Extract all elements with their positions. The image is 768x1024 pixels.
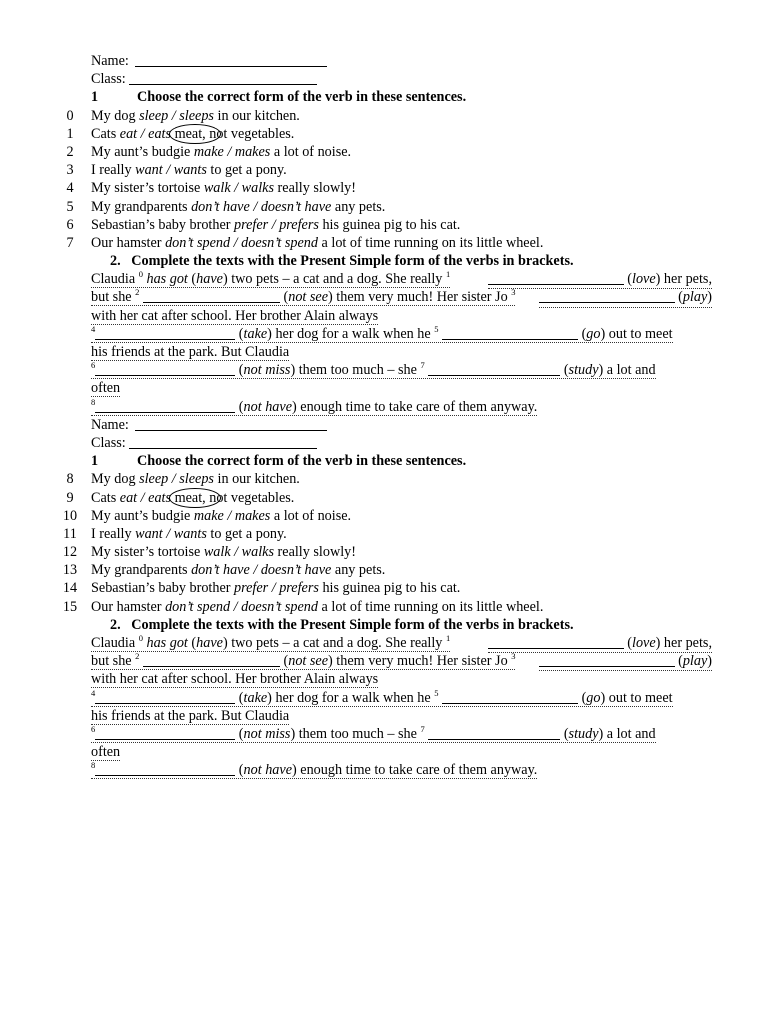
text-segment: often (91, 744, 121, 761)
verb-choice[interactable]: sleep / sleeps (139, 471, 214, 488)
verb-choice[interactable]: sleep / sleeps (139, 107, 214, 124)
exercise-2-number: 2. (110, 253, 121, 270)
sentence-item (0, 579, 768, 597)
example-answer: has got (146, 271, 188, 288)
sentence-item (0, 216, 768, 234)
verb-hint: take (243, 325, 268, 342)
sentence-item (0, 507, 768, 525)
text-segment: ) her dog for a walk when he (267, 325, 435, 342)
example-answer: has got (146, 635, 188, 651)
text-line-4: $^4$ (take) her dog for a walk when he $^5$ (go) out to meet (91, 323, 673, 342)
sentence-end: a lot of noise. (270, 507, 352, 524)
class-field[interactable] (129, 436, 317, 449)
text-segment: ) her pets, (655, 635, 712, 651)
sentence-end: any pets. (331, 562, 386, 579)
verb-choice[interactable]: don’t spend / doesn’t spend (165, 234, 318, 251)
verb-choice[interactable]: don’t have / doesn’t have (191, 198, 332, 215)
text-line-7 (0, 743, 768, 761)
answer-blank-3[interactable] (539, 290, 675, 303)
sentence-item (0, 161, 768, 179)
gap-number: 3 (511, 651, 516, 662)
answer-blank-3[interactable] (539, 654, 675, 667)
sentence-item (0, 525, 768, 543)
exercise-2-title: Complete the texts with the Present Simple form of the verbs in brackets. (131, 253, 574, 270)
sentence-number: 10 (62, 507, 78, 524)
verb-hint: go (586, 325, 601, 342)
answer-blank-2[interactable] (143, 290, 280, 303)
text-line-8: $^8$ (not have) enough time to take care of them anyway. (91, 396, 538, 415)
name-row (0, 52, 768, 70)
gap-number: 4 (91, 687, 96, 698)
verb-hint: play (682, 653, 708, 670)
sentence-end: really slowly! (274, 180, 356, 197)
verb-hint: study (568, 725, 599, 742)
exercise-1-heading (0, 88, 768, 106)
worksheet (0, 52, 768, 416)
verb-choice[interactable]: make / makes (193, 143, 271, 160)
text-segment: ) them very much! Her sister Jo (328, 289, 512, 306)
text-segment: his friends at the park. But Claudia (91, 344, 290, 360)
sentence-number: 0 (66, 107, 74, 124)
sentence-end: a lot of noise. (270, 143, 352, 160)
sentence-end: to get a pony. (206, 525, 287, 542)
class-row (0, 70, 768, 88)
verb-choice[interactable]: eat / eats (119, 489, 172, 506)
verb-hint: have (196, 635, 223, 651)
text-segment: ) them too much – she (290, 362, 421, 379)
sentence-start: Cats (91, 489, 120, 506)
exercise-1-number: 1 (91, 89, 99, 106)
answer-blank-8[interactable] (95, 763, 235, 776)
sentence-end: in our kitchen. (213, 471, 300, 488)
sentence-number: 3 (66, 162, 74, 179)
class-row (0, 434, 768, 452)
answer-blank-1[interactable] (488, 272, 624, 285)
verb-hint: not have (243, 762, 292, 779)
verb-choice[interactable]: don’t have / doesn’t have (191, 562, 332, 579)
verb-choice[interactable]: want / wants (135, 162, 207, 179)
text-line-3 (0, 670, 768, 688)
text-segment: ) enough time to take care of them anyway. (292, 398, 538, 415)
sentence-end: to get a pony. (206, 162, 287, 179)
text-segment: ) a lot and (598, 725, 656, 742)
text-segment: ) her pets, (655, 271, 712, 288)
gap-number: 2 (135, 651, 140, 662)
gap-number: 8 (91, 396, 96, 407)
text-line-1: Claudia $^0$ has got (have) two pets – a cat and a dog. She really $^1$ (love) her pets, (0, 270, 768, 288)
sentence-number: 4 (66, 180, 74, 197)
sentence-item (0, 107, 768, 125)
sentence-number: 14 (62, 580, 78, 597)
sentence-start: Our hamster (91, 598, 166, 615)
answer-blank-8[interactable] (95, 400, 235, 413)
gap-number: 5 (434, 687, 439, 698)
name-label: Name: (91, 53, 129, 69)
verb-choice[interactable]: don’t spend / doesn’t spend (165, 598, 318, 615)
verb-choice[interactable]: want / wants (135, 525, 207, 542)
verb-hint: not miss (243, 725, 291, 742)
sentence-start: My grandparents (91, 562, 192, 579)
sentence-start: Sebastian’s baby brother (91, 580, 235, 597)
text-line-2: but she $^2$ (not see) them very much! Her sister Jo $^3$ (play) (0, 652, 768, 670)
verb-choice[interactable]: walk / walks (203, 544, 274, 561)
gap-number: 1 (445, 633, 451, 643)
text-line-5 (0, 707, 768, 725)
sentence-end: in our kitchen. (213, 107, 300, 124)
sentence-list (0, 470, 768, 616)
sentence-number: 15 (62, 598, 78, 615)
sentence-number: 1 (66, 125, 74, 142)
verb-choice[interactable]: make / makes (193, 507, 271, 524)
circled-answer: meat, not (174, 489, 228, 506)
sentence-number: 7 (66, 234, 74, 251)
verb-choice[interactable]: prefer / prefers (234, 216, 319, 233)
sentence-list (0, 107, 768, 253)
text-line-8: $^8$ (not have) enough time to take care of them anyway. (91, 760, 538, 779)
text-line-3 (0, 307, 768, 325)
circled-answer: meat, not (174, 125, 228, 142)
sentence-number: 6 (66, 216, 74, 233)
gap-number: 6 (91, 360, 96, 371)
text-line-4: $^4$ (take) her dog for a walk when he $^5$ (go) out to meet (91, 687, 673, 706)
text-line-5 (0, 343, 768, 361)
text-segment: ) two pets – a cat and a dog. She really (222, 635, 446, 651)
verb-hint: love (632, 271, 656, 288)
sentence-end: any pets. (331, 198, 386, 215)
gap-number: 7 (420, 723, 425, 734)
sentence-start: My sister’s tortoise (91, 180, 204, 197)
sentence-item (0, 234, 768, 252)
verb-hint: study (568, 362, 599, 379)
exercise-2-title: Complete the texts with the Present Simple form of the verbs in brackets. (131, 616, 574, 633)
sentence-item (0, 598, 768, 616)
gap-number: 3 (511, 287, 516, 298)
sentence-start: Sebastian’s baby brother (91, 216, 235, 233)
exercise-1-heading (0, 452, 768, 470)
sentence-item (0, 125, 768, 143)
verb-hint: not have (243, 398, 292, 415)
gap-number: 2 (135, 287, 140, 298)
name-field[interactable] (135, 54, 327, 67)
sentence-start: My dog (91, 471, 140, 488)
text-segment: with her cat after school. Her brother Alain always (91, 307, 379, 324)
name-label: Name: (91, 416, 129, 433)
sentence-item (0, 143, 768, 161)
verb-hint: not see (288, 289, 329, 306)
gap-number: 4 (91, 323, 96, 334)
sentence-end: really slowly! (274, 544, 356, 561)
gap-number: 0 (138, 269, 143, 280)
worksheet (0, 416, 768, 780)
sentence-start: My grandparents (91, 198, 192, 215)
text-line-1: Claudia $^0$ has got (have) two pets – a cat and a dog. She really $^1$ (love) her pets, (0, 634, 768, 652)
class-field[interactable] (129, 72, 317, 85)
text-line-6: $^6$ (not miss) them too much – she $^7$ (study) a lot and (91, 723, 656, 742)
gap-number: 0 (138, 633, 143, 643)
gap-number: 1 (445, 269, 451, 280)
text-segment: ) out to meet (600, 689, 673, 706)
sentence-number: 11 (63, 525, 77, 542)
sentence-start: My aunt’s budgie (91, 143, 194, 160)
class-label: Class: (91, 71, 126, 88)
sentence-number: 2 (66, 143, 74, 160)
text-line-2: but she $^2$ (not see) them very much! Her sister Jo $^3$ (play) (0, 288, 768, 306)
text-segment: often (91, 380, 121, 397)
verb-choice[interactable]: walk / walks (203, 180, 274, 197)
text-segment: ) them very much! Her sister Jo (328, 653, 512, 670)
text-segment: but she (91, 289, 136, 306)
text-segment: with her cat after school. Her brother Alain always (91, 671, 379, 688)
gap-number: 8 (91, 760, 96, 771)
verb-hint: play (682, 289, 708, 306)
exercise-2-number: 2. (110, 616, 121, 633)
gap-number: 7 (420, 360, 425, 371)
answer-blank-5[interactable] (442, 691, 578, 704)
sentence-end: his guinea pig to his cat. (318, 216, 461, 233)
sentence-start: Our hamster (91, 234, 166, 251)
text-segment: ) a lot and (598, 362, 656, 379)
exercise-2-heading (0, 616, 768, 634)
text-line-7 (0, 379, 768, 397)
worksheet-page (0, 52, 768, 780)
sentence-item (0, 543, 768, 561)
sentence-start: My aunt’s budgie (91, 507, 194, 524)
text-segment: Claudia (91, 271, 139, 288)
exercise-1-title: Choose the correct form of the verb in these sentences. (137, 89, 467, 106)
exercise-1-title: Choose the correct form of the verb in these sentences. (137, 453, 467, 470)
sentence-item (0, 470, 768, 488)
text-segment: but she (91, 653, 136, 670)
verb-hint: not miss (243, 362, 291, 379)
sentence-end: a lot of time running on its little wheel. (317, 234, 544, 251)
answer-blank-6[interactable] (95, 727, 235, 740)
answer-blank-6[interactable] (95, 363, 235, 376)
sentence-item (0, 489, 768, 507)
sentence-number: 13 (62, 562, 78, 579)
answer-blank-7[interactable] (428, 727, 560, 740)
gap-number: 6 (91, 723, 96, 734)
verb-choice[interactable]: prefer / prefers (234, 580, 319, 597)
text-segment: ) out to meet (600, 325, 673, 342)
text-segment: Claudia (91, 635, 139, 651)
verb-hint: have (196, 271, 223, 288)
sentence-start: I really (91, 525, 136, 542)
sentence-start: My dog (91, 107, 140, 124)
sentence-start: I really (91, 162, 136, 179)
name-row (0, 416, 768, 434)
text-line-6: $^6$ (not miss) them too much – she $^7$ (study) a lot and (91, 360, 656, 379)
verb-hint: not see (288, 653, 329, 670)
text-segment: his friends at the park. But Claudia (91, 707, 290, 724)
answer-blank-1[interactable] (488, 636, 624, 649)
answer-blank-7[interactable] (428, 363, 560, 376)
sentence-start: Cats (91, 125, 120, 142)
sentence-end: meat, not vegetables. (174, 125, 295, 142)
name-field[interactable] (135, 418, 327, 431)
sentence-end: meat, not vegetables. (174, 489, 295, 506)
verb-choice[interactable]: eat / eats (119, 125, 172, 142)
exercise-2-heading (0, 252, 768, 270)
text-segment: ) two pets – a cat and a dog. She really (222, 271, 446, 288)
sentence-number: 12 (62, 544, 78, 561)
answer-blank-4[interactable] (95, 691, 235, 704)
sentence-item (0, 179, 768, 197)
sentence-number: 5 (66, 198, 74, 215)
sentence-end: his guinea pig to his cat. (318, 580, 461, 597)
gap-number: 5 (434, 323, 439, 334)
sentence-item (0, 561, 768, 579)
text-segment: ) her dog for a walk when he (267, 689, 435, 706)
sentence-end: a lot of time running on its little wheel. (317, 598, 544, 615)
verb-hint: take (243, 689, 268, 706)
sentence-item (0, 198, 768, 216)
sentence-start: My sister’s tortoise (91, 544, 204, 561)
verb-hint: love (632, 635, 656, 651)
text-segment: ) enough time to take care of them anyway. (292, 762, 538, 779)
answer-blank-2[interactable] (143, 654, 280, 667)
answer-blank-5[interactable] (442, 327, 578, 340)
sentence-number: 8 (66, 471, 74, 488)
verb-hint: go (586, 689, 601, 706)
answer-blank-4[interactable] (95, 327, 235, 340)
text-segment: ) them too much – she (290, 725, 421, 742)
class-label: Class: (91, 434, 126, 451)
exercise-1-number: 1 (91, 453, 99, 470)
sentence-number: 9 (66, 489, 74, 506)
